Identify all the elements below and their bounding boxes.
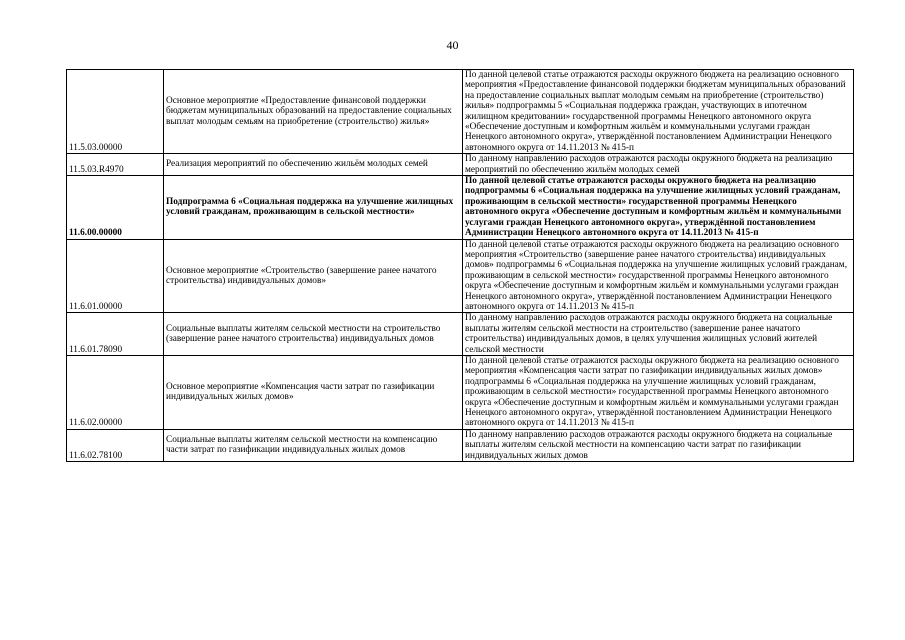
name-cell: Социальные выплаты жителям сельской местности на строительство (завершение ранее начатого строительства) индивидуальных домов [164,313,463,356]
name-cell: Основное мероприятие «Компенсация части затрат по газификации индивидуальных жилых домов» [164,355,463,429]
description-cell: По данному направлению расходов отражаются расходы окружного бюджета на социальные выплаты жителям сельской местности на компенсацию части затрат по газификации индивидуальных жилых домов [463,429,854,461]
name-cell: Социальные выплаты жителям сельской местности на компенсацию части затрат по газификации индивидуальных жилых домов [164,429,463,461]
code-cell: 11.6.01.78090 [67,313,164,356]
table-row [67,239,854,313]
description-cell: По данному направлению расходов отражаются расходы окружного бюджета на социальные выплаты жителям сельской местности на строительство (завершение ранее начатого строительства) индивидуальных домов, в целях улучшения жилищных условий жителей сельской местности [463,313,854,356]
name-cell: Основное мероприятие «Строительство (завершение ранее начатого строительства) индивидуальных домов» [164,239,463,313]
name-cell: Реализация мероприятий по обеспечению жильём молодых семей [164,154,463,176]
table-row [67,154,854,176]
page-number: 40 [446,38,459,52]
table-row [67,313,854,356]
description-cell: По данной целевой статье отражаются расходы окружного бюджета на реализацию подпрограммы 6 «Социальная поддержка на улучшение жилищных условий гражданам, проживающим в сельской местности» государственной программы Ненецкого автономного округа «Обеспечение доступным и комфортным жильём и коммунальными услугами граждан Ненецкого автономного округа», утверждённой постановлением Администрации Ненецкого автономного округа от 14.11.2013 № 415-п [463,176,854,239]
table-row [67,429,854,461]
name-cell: Основное мероприятие «Предоставление финансовой поддержки бюджетам муниципальных образований на предоставление социальных выплат молодым семьям на приобретение (строительство) жилья» [164,70,463,154]
budget-classification-table [66,69,854,462]
name-cell: Подпрограмма 6 «Социальная поддержка на улучшение жилищных условий гражданам, проживающим в сельской местности» [164,176,463,239]
code-cell: 11.5.03.00000 [67,70,164,154]
table-row [67,70,854,154]
table-row [67,176,854,239]
description-cell: По данному направлению расходов отражаются расходы окружного бюджета на реализацию мероприятий по обеспечению жильём молодых семей [463,154,854,176]
table-row [67,355,854,429]
description-cell: По данной целевой статье отражаются расходы окружного бюджета на реализацию основного мероприятия «Предоставление финансовой поддержки бюджетам муниципальных образований на предоставление социальных выплат молодым семьям на приобретение (строительство) жилья» подпрограммы 5 «Социальная поддержка граждан, участвующих в ипотечном жилищном кредитовании» государственной программы Ненецкого автономного округа «Обеспечение доступным и комфортным жильём и коммунальными услугами граждан Ненецкого автономного округа», утверждённой постановлением Администрации Ненецкого автономного округа от 14.11.2013 № 415-п [463,70,854,154]
code-cell: 11.6.02.78100 [67,429,164,461]
code-cell: 11.6.00.00000 [67,176,164,239]
code-cell: 11.6.02.00000 [67,355,164,429]
code-cell: 11.5.03.R4970 [67,154,164,176]
description-cell: По данной целевой статье отражаются расходы окружного бюджета на реализацию основного мероприятия «Компенсация части затрат по газификации индивидуальных жилых домов» подпрограммы 6 «Социальная поддержка на улучшение жилищных условий гражданам, проживающим в сельской местности» государственной программы Ненецкого автономного округа «Обеспечение доступным и комфортным жильём и коммунальными услугами граждан Ненецкого автономного округа», утверждённой постановлением Администрации Ненецкого автономного округа от 14.11.2013 № 415-п [463,355,854,429]
description-cell: По данной целевой статье отражаются расходы окружного бюджета на реализацию основного мероприятия «Строительство (завершение ранее начатого строительства) индивидуальных домов» подпрограммы 6 «Социальная поддержка на улучшение жилищных условий гражданам, проживающим в сельской местности» государственной программы Ненецкого автономного округа «Обеспечение доступным и комфортным жильём и коммунальными услугами граждан Ненецкого автономного округа», утверждённой постановлением Администрации Ненецкого автономного округа от 14.11.2013 № 415-п [463,239,854,313]
code-cell: 11.6.01.00000 [67,239,164,313]
